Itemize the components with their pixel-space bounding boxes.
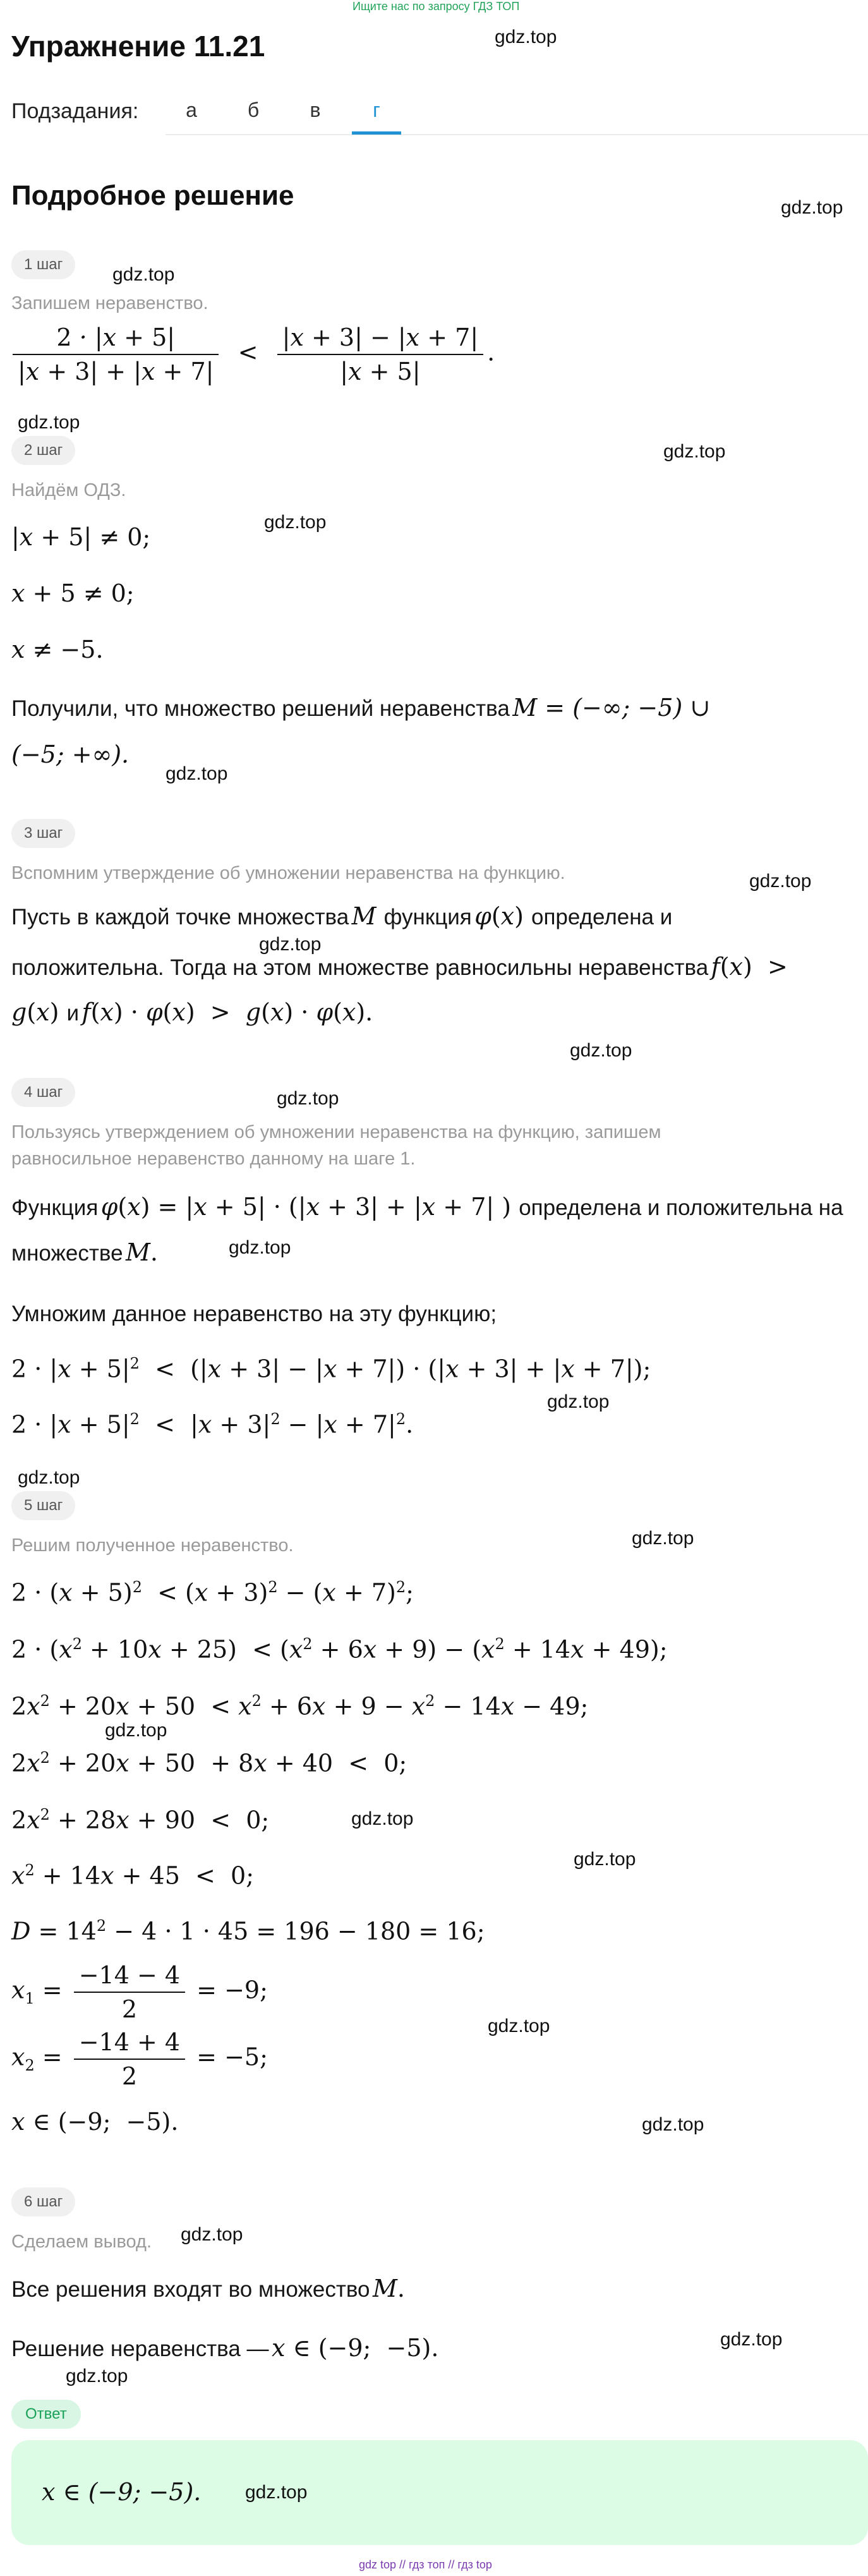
watermark: gdz.top [66,2366,128,2386]
watermark: gdz.top [229,1237,291,1258]
tab-b[interactable]: б [247,99,260,121]
watermark: gdz.top [570,1040,632,1061]
step-6-chip: 6 шаг [11,2187,75,2216]
watermark: gdz.top [18,412,80,433]
odz-line-2: x + 5 ≠ 0; [11,579,135,607]
step-3-chip: 3 шаг [11,819,75,848]
answer-value: x ∈ (−9; −5). [42,2478,202,2506]
watermark: gdz.top [663,441,726,462]
watermark: gdz.top [488,2016,550,2036]
tab-v[interactable]: в [310,99,321,121]
step-3-para-line-3: g(x) и f(x) · φ(x) > g(x) · φ(x). [11,998,373,1026]
step-4-eq-2: $2 \cdot |x + 5|^2 < |x + 3|^2 - |x + 7|^2$. [11,1410,414,1439]
step-4-title-line-1: Пользуясь утверждением об умножении неравенства на функцию, запишем [11,1122,661,1142]
step-5-root-2: $x_2$ = $\frac{-14 + 4}{2}$ = −5; [11,2028,268,2090]
step-5-eq-4: $2x^2 + 20x + 50 + 8x + 40 < 0$; [11,1749,407,1777]
watermark: gdz.top [574,1849,636,1870]
step-5-eq-5: $2x^2 + 28x + 90 < 0$; [11,1806,270,1834]
page-title: Упражнение 11.21 [11,30,265,63]
step-5-eq-1: $2 \cdot (x + 5)^2 < (x + 3)^2 - (x + 7)^2$; [11,1578,414,1607]
step-1-inequality: $\frac{2 \cdot |x + 5|}{|x + 3| + |x + 7|}$ < $\frac{|x + 3| - |x + 7|}{|x + 5|}$ . [9,324,495,385]
step-2-set-m-cont: (−5; +∞). [11,741,130,768]
step-2-conclusion [11,694,710,722]
step-6-title: Сделаем вывод. [11,2232,152,2252]
step-5-eq-2: $2 \cdot (x^2 + 10x + 25) < (x^2 + 6x + 9) - (x^2 + 14x + 49)$; [11,1635,668,1664]
top-note: Ищите нас по запросу ГДЗ ТОП [353,0,520,13]
step-2-set-m: M = (−∞; −5) ∪ [512,694,711,722]
watermark: gdz.top [181,2224,243,2245]
step-5-chip: 5 шаг [11,1491,75,1520]
step-4-chip: 4 шаг [11,1078,75,1107]
step-3-title: Вспомним утверждение об умножении неравенства на функцию. [11,863,565,883]
step-2-chip: 2 шаг [11,436,75,465]
watermark: gdz.top [245,2482,308,2503]
footer-links[interactable]: gdz top // гдз топ // гдз top [359,2558,492,2571]
watermark: gdz.top [259,934,322,955]
watermark: gdz.top [720,2329,783,2350]
step-6-para-2: Решение неравенства — x ∈ (−9; −5). [11,2334,439,2362]
subtasks-label: Подзадания: [11,99,139,123]
watermark: gdz.top [277,1088,339,1109]
step-5-title: Решим полученное неравенство. [11,1535,294,1556]
answer-chip: Ответ [11,2400,81,2429]
step-4-multiply-text: Умножим данное неравенство на эту функцию; [11,1302,497,1326]
step-3-para-line-1: Пусть в каждой точке множества M функция φ(x) определена и [11,902,673,930]
watermark: gdz.top [18,1467,80,1488]
step-4-para-line-1: Функция φ(x) = |x + 5| · (|x + 3| + |x + 7| ) определена и положительна на [11,1193,843,1221]
step-5-eq-3: $2x^2 + 20x + 50 < x^2 + 6x + 9 - x^2 - 14x - 49$; [11,1692,589,1720]
watermark: gdz.top [632,1528,694,1549]
step-2-title: Найдём ОДЗ. [11,480,126,500]
step-5-eq-6: $x^2 + 14x + 45 < 0$; [11,1861,255,1890]
step-4-para-line-2: множестве M. [11,1238,159,1266]
active-tab-indicator [352,131,401,135]
step-4-title-line-2: равносильное неравенство данному на шаге 1. [11,1149,416,1169]
step-1-chip: 1 шаг [11,250,75,279]
step-2-conclusion-text: Получили, что множество решений неравенства [11,696,510,721]
step-5-discriminant: $D = 14^2 - 4 \cdot 1 \cdot 45 = 196 - 180 = 16$; [11,1917,485,1945]
watermark: gdz.top [547,1391,610,1412]
tab-g[interactable]: г [373,99,380,121]
watermark: gdz.top [781,197,843,218]
step-1-title: Запишем неравенство. [11,293,208,313]
odz-line-3: x ≠ −5. [11,636,104,663]
step-6-para-1: Все решения входят во множество M. [11,2275,405,2302]
tab-a[interactable]: а [186,99,197,121]
step-4-eq-1: $2 \cdot |x + 5|^2 < (|x + 3| - |x + 7|) \cdot (|x + 3| + |x + 7|)$; [11,1355,651,1383]
watermark: gdz.top [264,512,327,533]
section-title: Подробное решение [11,180,294,211]
watermark: gdz.top [166,763,228,784]
step-5-interval: x ∈ (−9; −5). [11,2108,179,2136]
watermark: gdz.top [495,27,557,47]
tabs-divider [166,134,868,135]
step-5-root-1: $x_1$ = $\frac{-14 - 4}{2}$ = −9; [11,1961,268,2023]
watermark: gdz.top [351,1808,414,1829]
step-3-para-line-2: положительна. Тогда на этом множестве равносильны неравенства f(x) > [11,953,788,981]
watermark: gdz.top [749,871,812,892]
watermark: gdz.top [112,264,175,285]
watermark: gdz.top [642,2114,704,2135]
watermark: gdz.top [105,1720,167,1741]
odz-line-1: |x + 5| ≠ 0; [11,523,151,551]
